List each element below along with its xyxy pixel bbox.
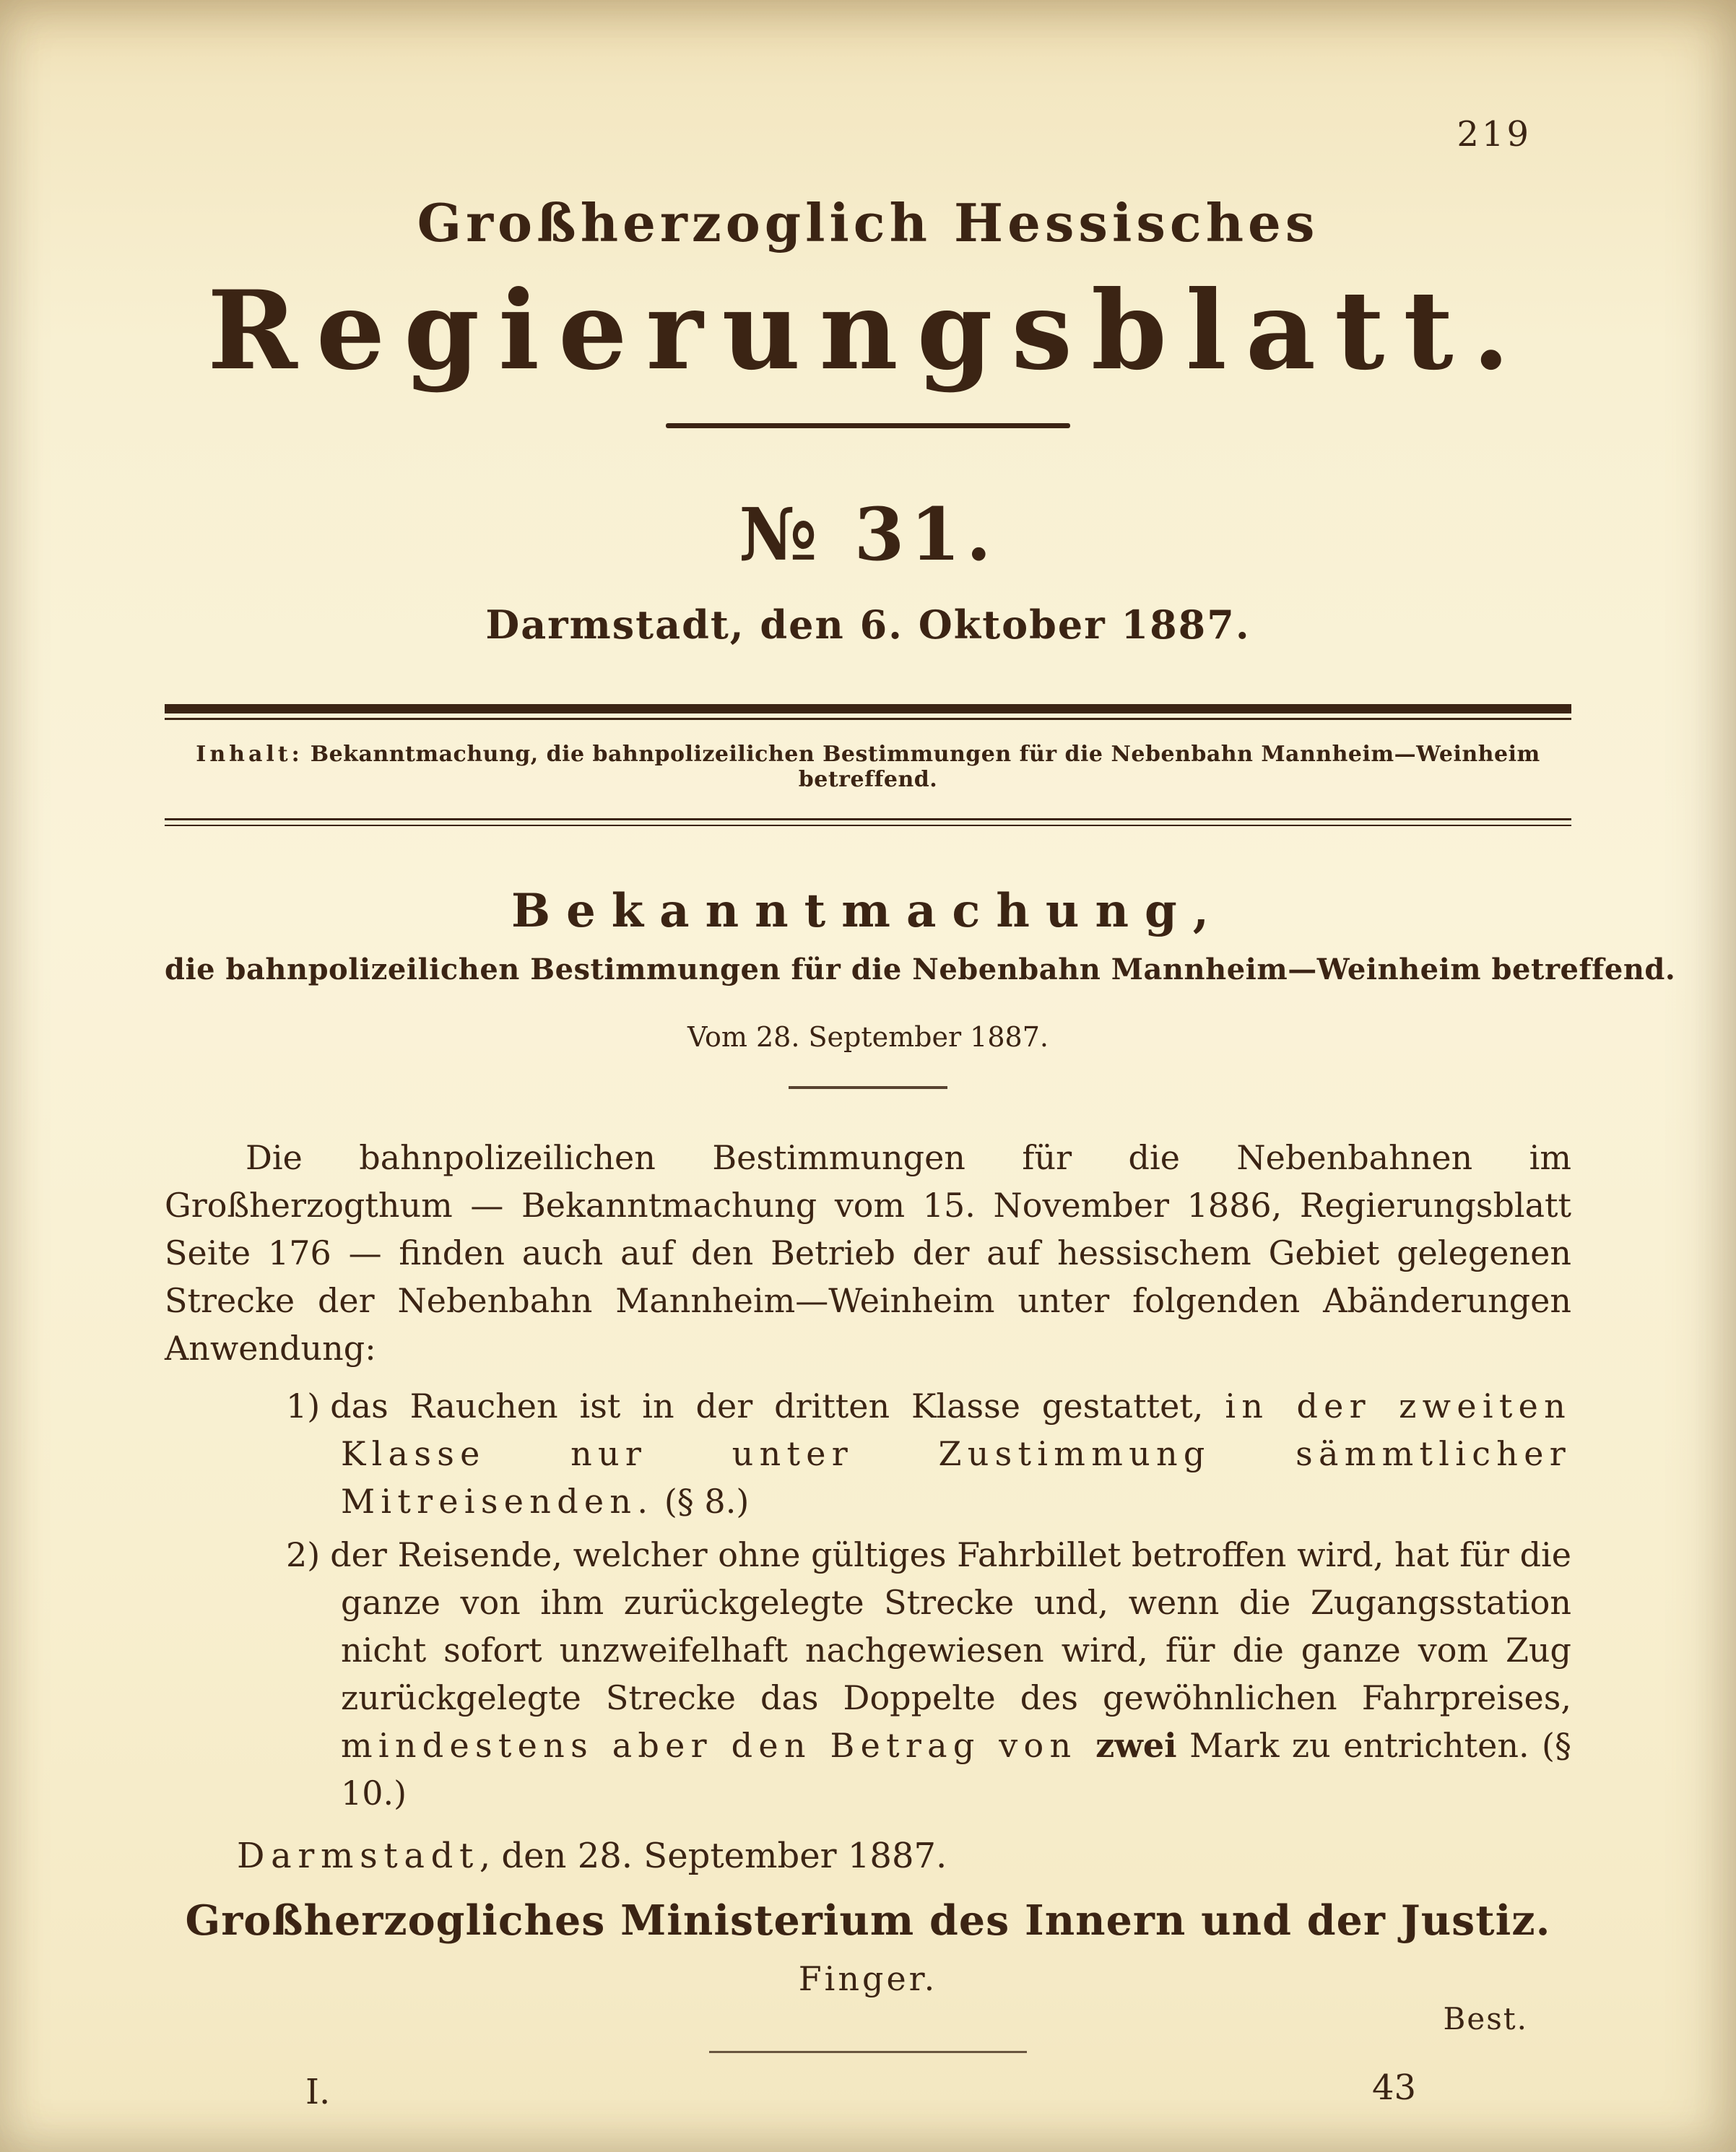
contents-label: Inhalt: [196, 741, 303, 767]
closing-date-rest: , den 28. September 1887. [479, 1835, 947, 1876]
contents-line [165, 720, 1571, 814]
footer-sheet-number: 43 [1372, 2067, 1417, 2108]
list-item-number: 1) [286, 1386, 321, 1426]
list-item-text-spaced: mindestens aber den Betrag von [341, 1725, 1096, 1765]
list-item-text: das Rauchen ist in der dritten Klasse gestattet, [330, 1386, 1225, 1426]
list-item-text: der Reisende, welcher ohne gültiges Fahrbillet betroffen wird, hat für die ganze von ihm zurückgelegte Strecke und, wenn die Zugangsstation nicht sofort unzweifelhaft nachgewiesen wird, für die ganze vom Zug zurückgelegte Strecke das Doppelte des gewöhnlichen Fahrpreises, [330, 1535, 1571, 1717]
list-item-text-end: (§ 8.) [654, 1481, 750, 1521]
masthead-title: Regierungsblatt. [207, 267, 1529, 394]
list-item [165, 1382, 1571, 1525]
contents-text: Bekanntmachung, die bahnpolizeilichen Bestimmungen für die Nebenbahn Mannheim—Weinheim betreffend. [310, 741, 1540, 792]
footer-volume-mark: I. [305, 2071, 331, 2112]
amendment-list [165, 1382, 1571, 1817]
announcement-heading: Bekanntmachung, [511, 883, 1225, 938]
countersignature-best: Best. [1443, 2000, 1528, 2036]
masthead [165, 192, 1571, 648]
list-item-number: 2) [286, 1535, 321, 1574]
list-item [165, 1531, 1571, 1817]
list-item-text-bold: zwei [1095, 1725, 1177, 1765]
end-divider [709, 2051, 1027, 2053]
list-item-text-end: Mark zu entrichten. (§ 10.) [341, 1725, 1571, 1813]
page-number: 219 [1457, 114, 1532, 155]
section-divider [789, 1086, 947, 1089]
contents-box-top-bar [165, 704, 1571, 713]
page-footer [165, 2067, 1571, 2122]
list-item-text-spaced: in der zweiten Klasse nur unter Zustimmung sämmtlicher Mitreisenden. [341, 1386, 1572, 1521]
signature-finger: Finger. [798, 1958, 938, 1998]
ministry-line: Großherzogliches Ministerium des Innern und der Justiz. [185, 1896, 1551, 1945]
announcement-intro-paragraph: Die bahnpolizeilichen Bestimmungen für die Nebenbahnen im Großherzogthum — Bekanntmachung vom 15. November 1886, Regierungsblatt Seite 176 — finden auch auf den Betrieb der auf hessischem Gebiet gelegenen Strecke der Nebenbahn Mannheim—Weinheim unter folgenden Abänderungen Anwendung: [165, 1137, 1571, 1368]
masthead-divider-rule [666, 423, 1070, 428]
closing-dateline [165, 1836, 1571, 1876]
announcement [165, 883, 1676, 2122]
masthead-region-line: Großherzoglich Hessisches [417, 192, 1319, 253]
announcement-subtitle: die bahnpolizeilichen Bestimmungen für die Nebenbahn Mannheim—Weinheim betreffend. [165, 952, 1676, 986]
announcement-dateline: Vom 28. September 1887. [687, 1020, 1049, 1053]
issue-number: № 31. [739, 491, 997, 577]
contents-box [165, 704, 1571, 826]
contents-box-bottom-line-2 [165, 825, 1571, 826]
issue-dateline: Darmstadt, den 6. Oktober 1887. [485, 601, 1251, 648]
closing-place: Darmstadt [237, 1835, 479, 1876]
contents-box-bottom-line-1 [165, 818, 1571, 820]
